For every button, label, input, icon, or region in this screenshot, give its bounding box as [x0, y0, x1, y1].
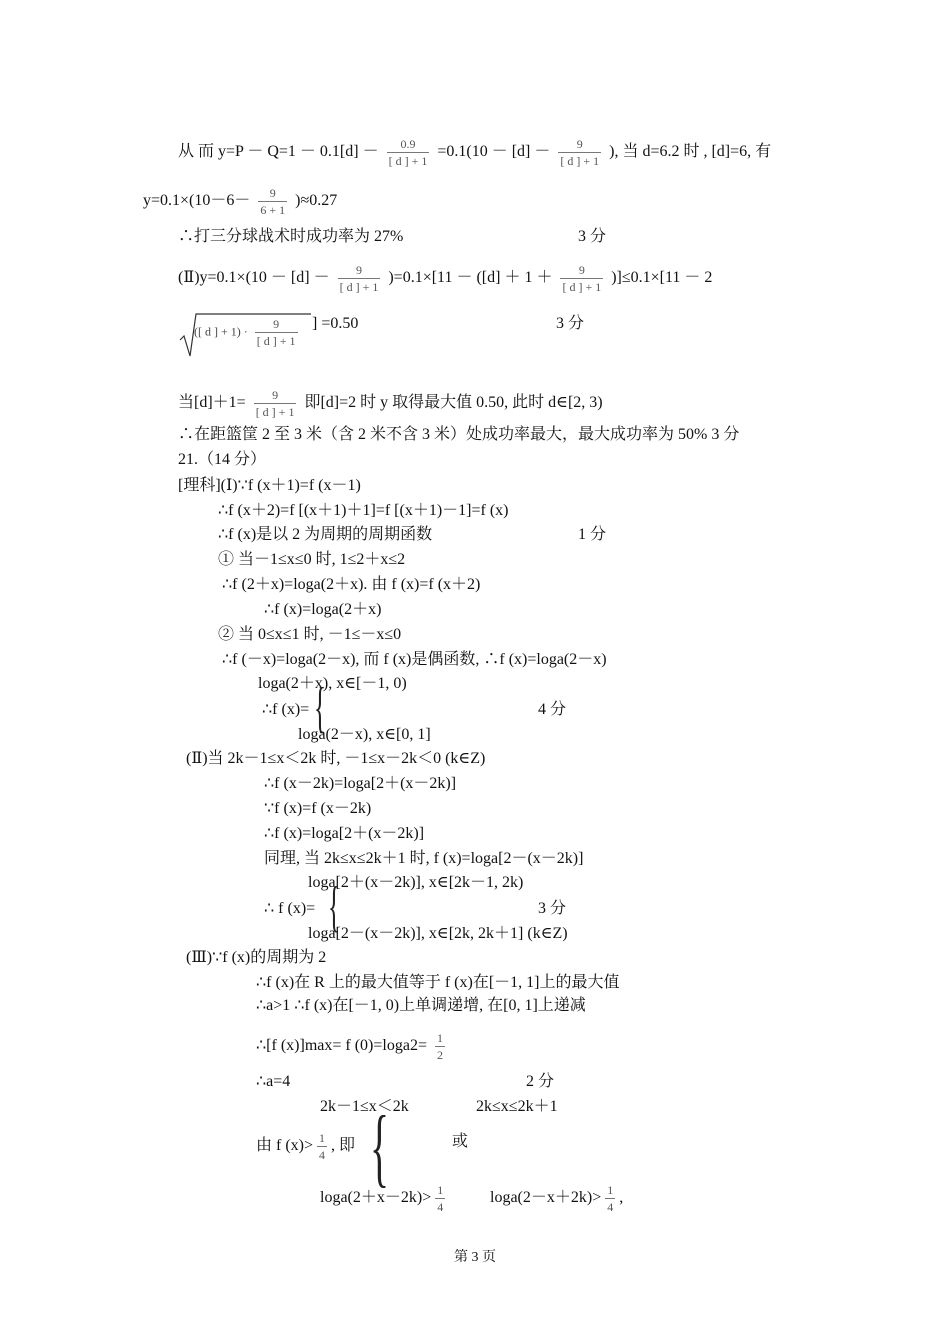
fraction: [258, 185, 287, 218]
text-span: ), 当 d=6.2 时 , [d]=6, 有: [609, 143, 772, 161]
fraction: [605, 1182, 615, 1215]
text-line: ∴在距篮筐 2 至 3 米（含 2 米不含 3 米）处成功率最大，最大成功率为 50% 3 分: [178, 426, 740, 443]
text-line: 2k≤x≤2k＋1: [476, 1098, 558, 1115]
fraction-numerator: 1: [437, 1183, 444, 1197]
text-line: (Ⅱ)当 2k－1≤x＜2k 时, －1≤x－2k＜0 (k∈Z): [186, 750, 486, 767]
fraction: [558, 136, 601, 169]
text-span: =0.1(10 － [d] －: [437, 143, 551, 161]
fraction-denominator: [ d ] + 1: [255, 405, 295, 419]
fraction-denominator: 4: [607, 1200, 614, 1214]
score-label: 4 分: [538, 701, 567, 718]
text-line: 2k－1≤x＜2k: [320, 1098, 409, 1115]
text-line: [490, 1182, 623, 1215]
text-line: ∴a>1 ∴f (x)在[－1, 0)上单调递增, 在[0, 1]上递减: [256, 997, 586, 1014]
score-label: 1 分: [578, 526, 607, 543]
text-span: ] =0.50: [312, 315, 359, 332]
text-span: 当[d]＋1=: [178, 394, 246, 412]
text-line: 或: [452, 1133, 469, 1150]
fraction-denominator: 4: [437, 1200, 444, 1214]
fraction-denominator: 2: [436, 1048, 443, 1062]
fraction: [560, 262, 603, 295]
text-line: ① 当－1≤x≤0 时, 1≤2＋x≤2: [218, 551, 406, 568]
text-span: 由 f (x)>: [256, 1137, 314, 1155]
score-label: 2 分: [526, 1073, 555, 1090]
text-line: ∴f (x＋2)=f [(x＋1)＋1]=f [(x＋1)－1]=f (x): [218, 502, 509, 519]
fraction: [338, 262, 381, 295]
fraction-numerator: 9: [273, 317, 280, 331]
text-line: [320, 1182, 449, 1215]
fraction: [254, 387, 297, 420]
text-span: )]≤0.1×[11 － 2: [611, 269, 713, 287]
text-line: ∴f (x)是以 2 为周期的周期函数: [218, 526, 433, 543]
text-line: [理科](Ⅰ)∵f (x＋1)=f (x－1): [178, 477, 361, 494]
fraction-denominator: 4: [319, 1148, 326, 1162]
fraction: [435, 1030, 445, 1063]
text-line: ∴a=4: [256, 1073, 291, 1090]
fraction-numerator: 9: [576, 137, 583, 151]
text-span: y=0.1×(10－6－: [143, 192, 251, 210]
text-span: )≈0.27: [295, 192, 338, 210]
score-label: 3 分: [578, 228, 607, 245]
score-label: 3 分: [556, 315, 585, 332]
text-line: ∵f (x)=f (x－2k): [264, 800, 372, 817]
brace-symbol: {: [370, 1099, 390, 1196]
text-span: )=0.1×[11 － ([d] ＋ 1 ＋: [388, 269, 553, 287]
text-line: [178, 262, 712, 295]
fraction-denominator: [ d ] + 1: [339, 280, 379, 294]
text-line: ∴f (x)在 R 上的最大值等于 f (x)在[－1, 1]上的最大值: [256, 974, 620, 991]
text-line: loga(2＋x), x∈[－1, 0): [258, 675, 407, 692]
fraction-numerator: 1: [607, 1183, 614, 1197]
fraction: [387, 136, 430, 169]
text-span: 即[d]=2 时 y 取得最大值 0.50, 此时 d∈[2, 3): [304, 394, 603, 412]
text-line: 21.（14 分）: [178, 451, 267, 468]
fraction: [317, 1130, 327, 1163]
text-line: [178, 136, 771, 169]
text-span: 从 而 y=P － Q=1 － 0.1[d] －: [178, 143, 379, 161]
text-span: ,: [619, 1189, 624, 1207]
text-line: ∴f (x)=: [262, 701, 310, 718]
brace-symbol: {: [314, 677, 327, 739]
text-span: , 即: [331, 1137, 356, 1155]
fraction-numerator: 0.9: [400, 137, 416, 151]
text-line: ∴f (－x)=loga(2－x), 而 f (x)是偶函数, ∴f (x)=loga(2－x): [222, 651, 607, 668]
text-span: ∴打三分球战术时成功率为 27%: [178, 228, 404, 245]
text-line: [143, 185, 337, 218]
text-line: 同理, 当 2k≤x≤2k＋1 时, f (x)=loga[2－(x－2k)]: [264, 850, 584, 867]
fraction: [255, 316, 298, 349]
fraction-numerator: 1: [319, 1131, 326, 1145]
fraction-denominator: [ d ] + 1: [560, 154, 600, 168]
text-line: ∴f (x－2k)=loga[2＋(x－2k)]: [264, 775, 457, 792]
text-line: (Ⅲ)∵f (x)的周期为 2: [186, 949, 327, 966]
text-line: loga[2＋(x－2k)], x∈[2k－1, 2k): [308, 874, 524, 891]
text-span: loga(2＋x－2k)>: [320, 1189, 432, 1207]
text-line: [178, 227, 403, 247]
sqrt-content: [194, 316, 302, 349]
text-line: [178, 387, 603, 420]
text-line: ∴f (x)=loga[2＋(x－2k)]: [264, 825, 425, 842]
text-line: [256, 1030, 449, 1063]
fraction-numerator: 9: [272, 388, 279, 402]
text-span: (Ⅱ)y=0.1×(10 － [d] －: [178, 269, 330, 287]
score-label: 3 分: [538, 900, 567, 917]
fraction: [435, 1182, 445, 1215]
fraction-numerator: 1: [436, 1031, 443, 1045]
text-span: loga(2－x＋2k)>: [490, 1189, 602, 1207]
text-line: ② 当 0≤x≤1 时, －1≤－x≤0: [218, 626, 402, 643]
fraction-denominator: [ d ] + 1: [562, 280, 602, 294]
fraction-denominator: [ d ] + 1: [388, 154, 428, 168]
text-line: loga[2－(x－2k)], x∈[2k, 2k＋1] (k∈Z): [308, 925, 568, 942]
fraction-numerator: 9: [578, 263, 585, 277]
fraction-numerator: 9: [355, 263, 362, 277]
text-line: [312, 314, 358, 334]
text-line: loga(2－x), x∈[0, 1]: [298, 726, 431, 743]
text-line: ∴f (x)=loga(2＋x): [264, 601, 382, 618]
text-line: ∴f (2＋x)=loga(2＋x). 由 f (x)=f (x＋2): [222, 576, 481, 593]
brace-symbol: {: [328, 876, 341, 938]
fraction-numerator: 9: [269, 186, 276, 200]
fraction-denominator: 6 + 1: [260, 203, 286, 217]
fraction-denominator: [ d ] + 1: [256, 334, 296, 348]
text-span: ([ d ] + 1) ·: [194, 324, 248, 339]
text-span: ∴[f (x)]max= f (0)=loga2=: [256, 1037, 427, 1055]
page-number: 第 3 页: [454, 1250, 496, 1265]
text-line: [256, 1130, 355, 1163]
text-line: ∴ f (x)=: [264, 900, 316, 917]
